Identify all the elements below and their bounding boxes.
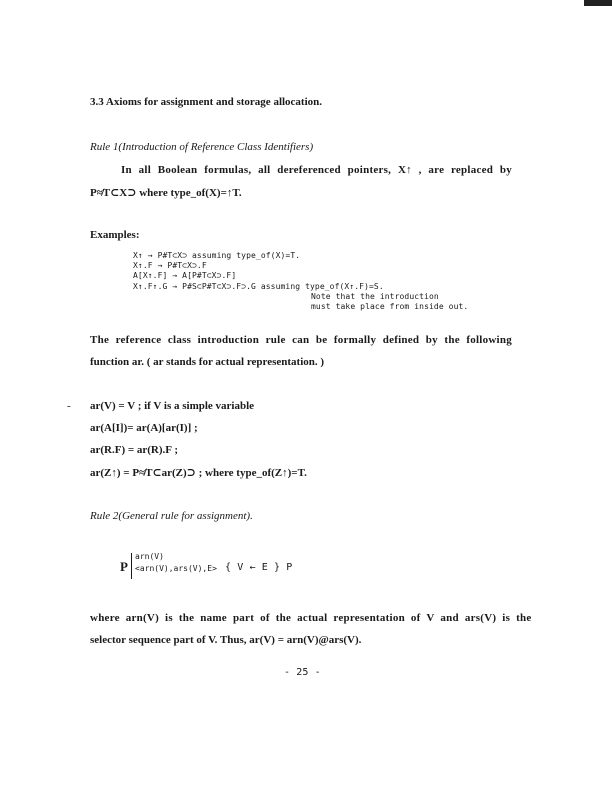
rule2-title: Rule 2(General rule for assignment).	[90, 510, 253, 522]
example-note-line2: must take place from inside out.	[311, 302, 469, 311]
formula-subscript: <arn(V),ars(V),E>	[135, 564, 217, 573]
definition-line-3: ar(R.F) = ar(R).F ;	[90, 444, 179, 456]
margin-dash: -	[67, 400, 71, 412]
formula-superscript: arn(V)	[135, 552, 164, 561]
definition-line-1: ar(V) = V ; if V is a simple variable	[90, 400, 255, 412]
definition-line-4: ar(Z↑) = P≉T⊂ar(Z)⊃ ; where type_of(Z↑)=T.	[90, 467, 307, 479]
definition-line-2: ar(A[I])= ar(A)[ar(I)] ;	[90, 422, 198, 434]
section-heading: 3.3 Axioms for assignment and storage allocation.	[90, 96, 323, 108]
rule1-title: Rule 1(Introduction of Reference Class Identifiers)	[90, 141, 314, 153]
example-note-line1: Note that the introduction	[311, 292, 439, 301]
intro-line2: function ar. ( ar stands for actual representation. )	[90, 356, 325, 368]
examples-heading: Examples:	[90, 229, 140, 241]
formula-p: P	[120, 559, 128, 574]
example-line-1: X↑ → P#T⊂X⊃ assuming type_of(X)=T.	[133, 251, 301, 260]
formula-tail: { V ← E } P	[225, 562, 293, 573]
example-line-3: A[X↑.F] → A[P#T⊂X⊃.F]	[133, 271, 237, 280]
where-line1: where arn(V) is the name part of the actual representation of V and ars(V) is the	[90, 612, 532, 624]
where-line2: selector sequence part of V. Thus, ar(V) = arn(V)@ars(V).	[90, 634, 362, 646]
rule1-paragraph-line2: P≉T⊂X⊃ where type_of(X)=↑T.	[90, 187, 242, 199]
scan-corner-mark	[584, 0, 612, 6]
intro-line1: The reference class introduction rule can be formally defined by the following	[90, 334, 512, 346]
formula-substitution-bar	[131, 553, 132, 579]
page-number: - 25 -	[284, 667, 321, 678]
example-line-4: X↑.F↑.G → P#S⊂P#T⊂X⊃.F⊃.G assuming type_of(X↑.F)=S.	[133, 282, 384, 291]
example-line-2: X↑.F → P#T⊂X⊃.F	[133, 261, 207, 270]
rule2-formula	[120, 551, 320, 585]
rule1-paragraph-line1: In all Boolean formulas, all dereferenced pointers, X↑ , are replaced by	[121, 164, 512, 176]
